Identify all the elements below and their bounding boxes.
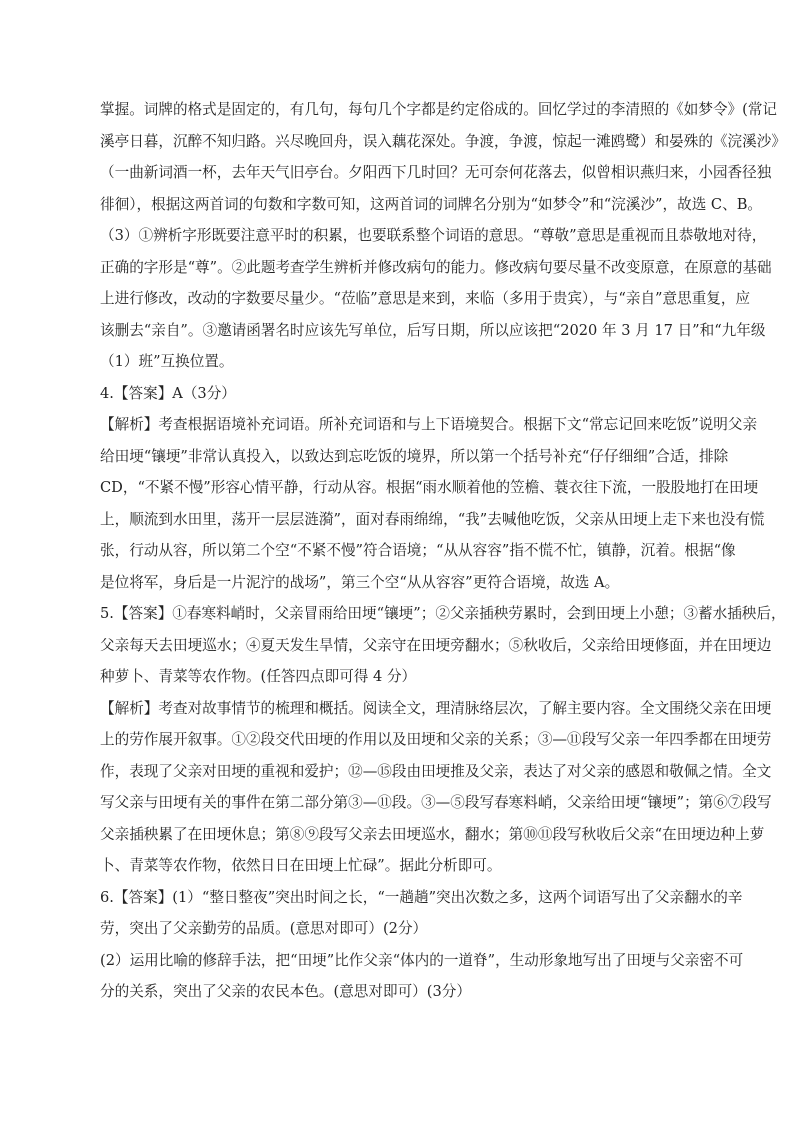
text-line: 卜、青菜等农作物，依然日日在田埂上忙碌”。据此分析即可。 xyxy=(100,857,502,874)
text-line: 种萝卜、青菜等农作物。(任答四点即可得 4 分） xyxy=(100,668,417,685)
analysis-line: 【解析】考查对故事情节的梳理和概括。阅读全文，理清脉络层次，了解主要内容。全文围绕父亲在田埂 xyxy=(100,699,772,717)
text-line: 劳，突出了父亲勤劳的品质。(意思对即可）(2分） xyxy=(100,920,428,937)
analysis-line: 【解析】考查根据语境补充词语。所补充词语和与上下语境契合。根据下文“常忘记回来吃饭”说明父亲 xyxy=(100,416,758,433)
text-line: 写父亲与田埂有关的事件在第二部分第③—⑪段。③—⑤段写春寒料峭，父亲给田埂“镶埂”；第⑥⑦段写 xyxy=(100,794,772,811)
text-line: 作，表现了父亲对田埂的重视和爱护；⑫—⑮段由田埂推及父亲，表达了对父亲的感恩和敬佩之情。全文 xyxy=(100,762,772,780)
text-line: 分的关系，突出了父亲的农民本色。(意思对即可）(3分） xyxy=(100,983,471,1000)
text-line: 是位将军，身后是一片泥泞的战场”，第三个空“从从容容”更符合语境，故选 A。 xyxy=(100,573,620,591)
text-line: 父亲每天去田埂巡水；④夏天发生旱情，父亲守在田埂旁翻水；⑤秋收后，父亲给田埂修面，并在田埂边 xyxy=(100,636,772,654)
text-line: (2）运用比喻的修辞手法，把“田埂”比作父亲“体内的一道脊”，生动形象地写出了田埂与父亲密不可 xyxy=(100,951,744,969)
answer-heading-5: 5.【答案】①春寒料峭时，父亲冒雨给田埂“镶埂”；②父亲插秧劳累时，会到田埂上小憩；③蓄水插秧后， xyxy=(100,605,786,622)
text-line: 该删去“亲自”。③邀请函署名时应该先写单位，后写日期，所以应该把“2020 年 3 月 17 日”和“九年级 xyxy=(100,321,766,339)
answer-analysis-text xyxy=(100,94,786,1008)
answer-heading-6: 6.【答案】(1）“整日整夜”突出时间之长，“一趟趟”突出次数之多，这两个词语写出了父亲翻水的辛 xyxy=(100,888,743,906)
text-line: 正确的字形是“尊”。②此题考查学生辨析并修改病句的能力。修改病句要尽量不改变原意，在原意的基础 xyxy=(100,258,772,276)
text-line: 上，顺流到水田里，荡开一层层涟漪”，面对春雨绵绵，“我”去喊他吃饭，父亲从田埂上走下来也没有慌 xyxy=(100,510,765,528)
text-line: 溪亭日暮，沉醉不知归路。兴尽晚回舟，误入藕花深处。争渡，争渡，惊起一滩鸥鹭）和晏殊的《浣溪沙》 xyxy=(100,132,786,150)
text-line: 父亲插秧累了在田埂休息；第⑧⑨段写父亲去田埂巡水，翻水；第⑩⑪段写秋收后父亲“在田埂边种上萝 xyxy=(100,825,765,843)
text-line: 上进行修改，改动的字数要尽量少。“莅临”意思是来到，来临（多用于贵宾），与“亲自”意思重复，应 xyxy=(100,290,751,307)
text-line: 徘徊），根据这两首词的句数和字数可知，这两首词的词牌名分别为“如梦令”和“浣溪沙”，故选 C、B。 xyxy=(100,195,763,213)
text-line: 张，行动从容，所以第二个空“不紧不慢”符合语境；“从从容容”指不慌不忙，镇静，沉着。根据“像 xyxy=(100,542,736,559)
text-line: 给田埂“镶埂”非常认真投入，以致达到忘吃饭的境界，所以第一个括号补充“仔仔细细”合适，排除 xyxy=(100,447,729,465)
text-line: （一曲新词酒一杯，去年天气旧亭台。夕阳西下几时回？无可奈何花落去，似曾相识燕归来，小园香径独 xyxy=(100,164,772,181)
text-line: （3）①辨析字形既要注意平时的积累，也要联系整个词语的意思。“尊敬”意思是重视而且恭敬地对待， xyxy=(100,227,767,244)
text-line: 上的劳作展开叙事。①②段交代田埂的作用以及田埂和父亲的关系；③—⑪段写父亲一年四季都在田埂劳 xyxy=(100,731,772,748)
text-line: CD，“不紧不慢”形容心情平静，行动从容。根据“雨水顺着他的笠檐、蓑衣往下流，一股股地打在田埂 xyxy=(100,479,759,496)
text-line: 掌握。词牌的格式是固定的，有几句，每句几个字都是约定俗成的。回忆学过的李清照的《如梦令》(常记 xyxy=(100,101,778,118)
text-line: （1）班”互换位置。 xyxy=(100,353,234,370)
answer-heading-4: 4.【答案】A（3分） xyxy=(100,384,236,402)
